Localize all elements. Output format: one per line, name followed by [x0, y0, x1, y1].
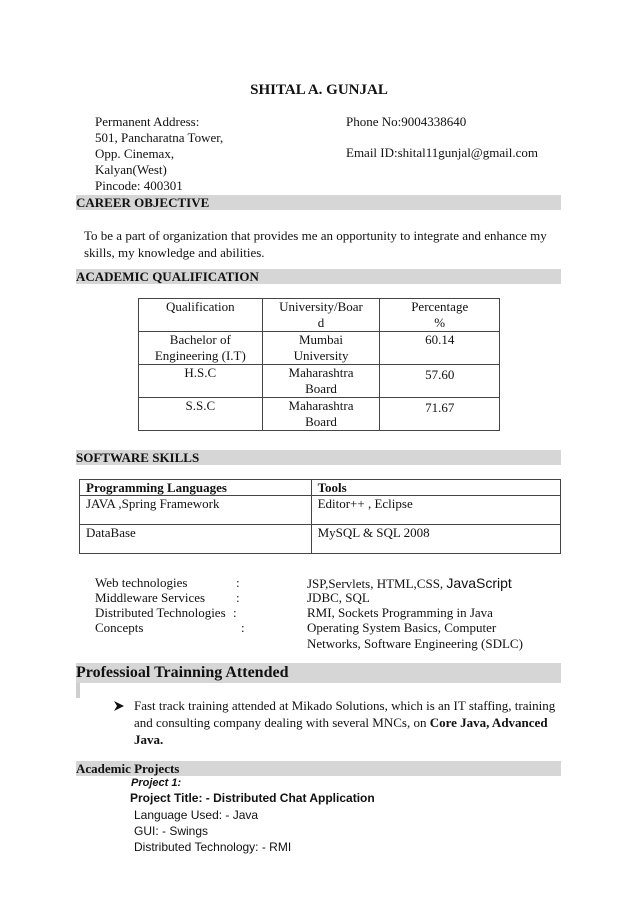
email-address: Email ID:shital11gunjal@gmail.com: [346, 145, 539, 160]
section-divider: [76, 683, 80, 698]
skill-label: Web technologies: [95, 575, 188, 590]
header-qualification: Qualification: [139, 299, 263, 332]
table-cell: MySQL & SQL 2008: [311, 525, 560, 554]
table-cell: 60.14: [380, 332, 500, 365]
table-header-row: [139, 299, 500, 332]
skill-label: Middleware Services: [95, 590, 206, 605]
career-objective-line: To be a part of organization that provides me an opportunity to integrate and enhance my: [84, 228, 547, 243]
table-cell: 57.60: [380, 365, 500, 398]
project-label: Project 1:: [131, 777, 182, 789]
career-objective-line: skills, my knowledge and abilities.: [84, 245, 265, 260]
table-cell: 71.67: [380, 398, 500, 431]
skill-value: JDBC, SQL: [307, 590, 370, 605]
table-cell: S.S.C: [139, 398, 263, 431]
skill-value: JSP,Servlets, HTML,CSS, JavaScript: [307, 575, 512, 591]
table-cell: Maharashtra Board: [262, 398, 380, 431]
table-row: [139, 398, 500, 431]
career-objective-text: [84, 227, 547, 261]
section-heading-career-objective: CAREER OBJECTIVE: [76, 195, 561, 210]
table-row: [80, 525, 561, 554]
table-cell: H.S.C: [139, 365, 263, 398]
arrow-bullet-icon: [114, 701, 124, 714]
candidate-name: SHITAL A. GUNJAL: [250, 82, 388, 98]
section-heading-academic-projects: Academic Projects: [76, 761, 561, 776]
skill-label: Concepts: [95, 620, 144, 635]
address-line: Opp. Cinemax,: [95, 146, 175, 161]
header-university: University/Boar d: [262, 299, 380, 332]
skill-label: Distributed Technologies: [95, 605, 226, 620]
header-programming-languages: Programming Languages: [80, 480, 312, 496]
skill-colon: :: [241, 620, 245, 635]
academic-qualification-table: [138, 298, 500, 431]
table-row: [139, 332, 500, 365]
table-cell: Mumbai University: [262, 332, 380, 365]
project-detail: GUI: - Swings: [134, 824, 209, 838]
section-heading-training: Professioal Trainning Attended: [76, 663, 561, 683]
address-line: 501, Pancharatna Tower,: [95, 130, 224, 145]
project-detail: Distributed Technology: - RMI: [134, 840, 292, 854]
skill-value: Operating System Basics, Computer: [307, 620, 497, 635]
address-line: Pincode: 400301: [95, 178, 183, 193]
skill-value: RMI, Sockets Programming in Java: [307, 605, 493, 620]
project-detail: Language Used: - Java: [134, 808, 259, 822]
header-tools: Tools: [311, 480, 560, 496]
software-skills-table: [79, 479, 561, 554]
table-header-row: [80, 480, 561, 496]
table-row: [80, 496, 561, 525]
project-title: Project Title: - Distributed Chat Application: [130, 791, 375, 805]
section-heading-software-skills: SOFTWARE SKILLS: [76, 450, 561, 465]
phone-number: Phone No:9004338640: [346, 114, 467, 129]
skill-colon: :: [236, 575, 240, 590]
skill-colon: :: [236, 590, 240, 605]
skill-value: Networks, Software Engineering (SDLC): [307, 636, 523, 651]
table-cell: Editor++ , Eclipse: [311, 496, 560, 525]
table-cell: JAVA ,Spring Framework: [80, 496, 312, 525]
table-cell: Bachelor of Engineering (I.T): [139, 332, 263, 365]
skill-colon: :: [233, 605, 237, 620]
table-cell: Maharashtra Board: [262, 365, 380, 398]
table-cell: DataBase: [80, 525, 312, 554]
address-label: Permanent Address:: [95, 114, 200, 129]
address-line: Kalyan(West): [95, 162, 167, 177]
section-heading-academic-qualification: ACADEMIC QUALIFICATION: [76, 269, 561, 284]
address-block: [95, 114, 223, 194]
header-percentage: Percentage %: [380, 299, 500, 332]
table-row: [139, 365, 500, 398]
training-description: Fast track training attended at Mikado Solutions, which is an IT staffing, training and consulting company dealing with several MNCs, on Core Java, Advanced Java.: [134, 698, 556, 747]
